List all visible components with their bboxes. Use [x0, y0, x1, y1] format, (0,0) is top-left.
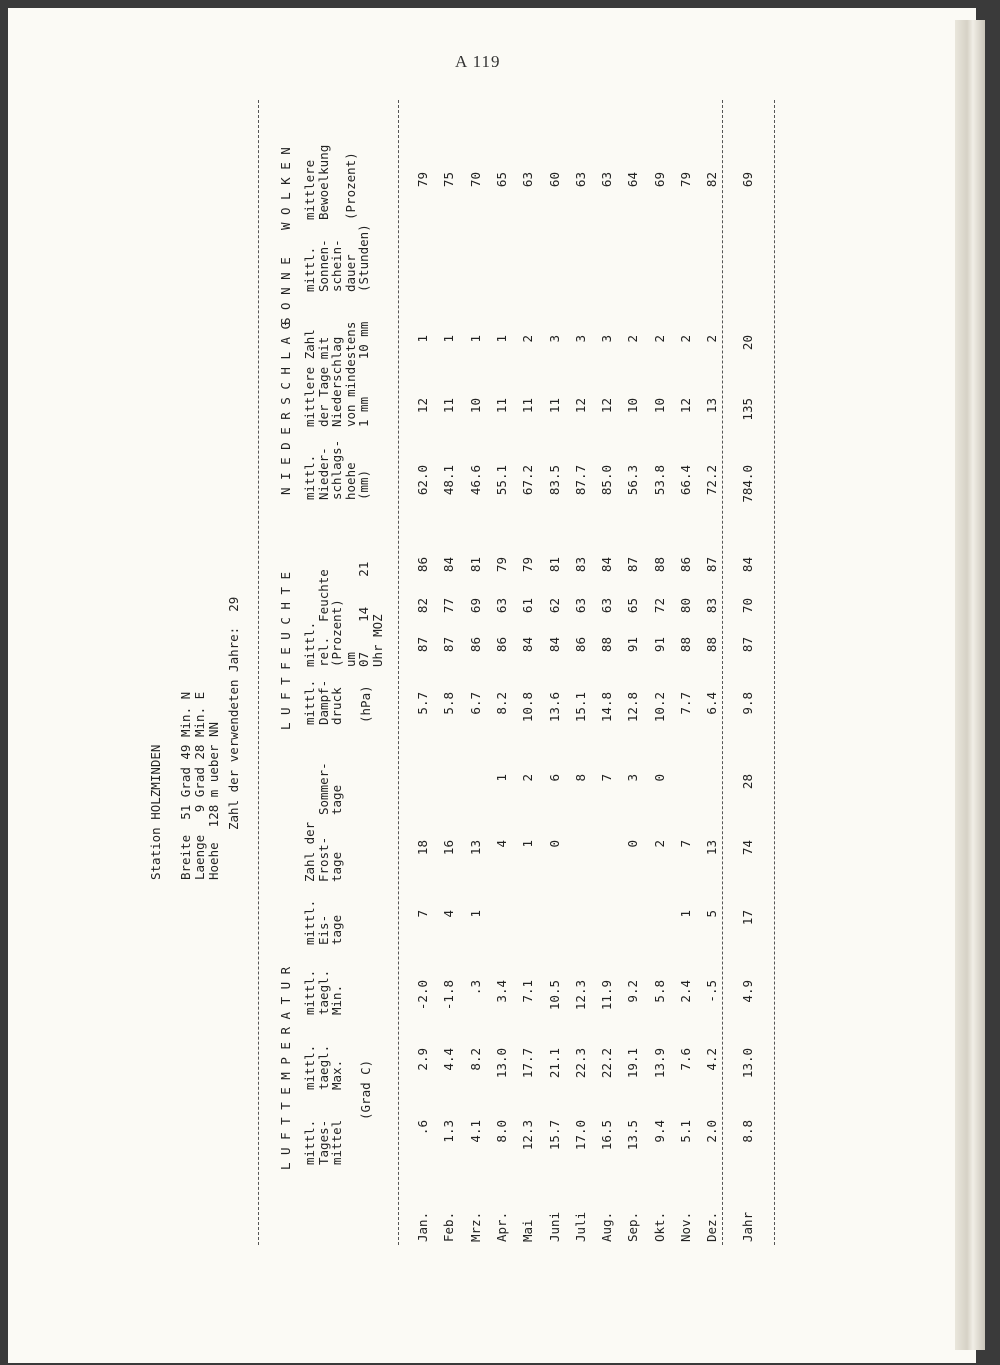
table-row-frost: 18 — [415, 840, 430, 856]
col-header: taegl. — [315, 1044, 331, 1090]
table-row-max: 21.1 — [546, 1048, 562, 1079]
table-row-n1: 11 — [493, 398, 509, 414]
table-row-f14: 63 — [572, 598, 588, 614]
table-row-wolk: 70 — [467, 172, 483, 188]
table-row-mit: 1.3 — [441, 1120, 457, 1143]
table-row-month: Juni — [546, 1211, 562, 1242]
col-header: schein- — [329, 239, 344, 292]
table-row-frost: 4 — [493, 840, 509, 848]
table-row-nied: 67.2 — [520, 465, 536, 496]
table-row-max: 13.9 — [651, 1048, 667, 1079]
table-row-n1: 10 — [651, 398, 667, 414]
table-row-n1: 12 — [415, 398, 430, 414]
col-header: hoehe — [342, 462, 358, 500]
table-row-n1: 11 — [520, 398, 536, 414]
table-row-n1: 11 — [441, 398, 457, 414]
col-header: mittl. — [302, 1044, 317, 1090]
table-row-year-som: 28 — [740, 774, 755, 790]
table-row-max: 17.7 — [520, 1048, 536, 1079]
header-rule-bottom — [398, 100, 399, 1245]
table-row-dampf: 13.6 — [546, 692, 562, 723]
table-row-f14: 62 — [546, 598, 562, 614]
col-header: Min. — [329, 984, 344, 1015]
header-rule-top — [258, 100, 259, 1245]
table-row-year-frost: 74 — [740, 840, 755, 856]
table-row-f07: 87 — [441, 637, 457, 653]
table-row-mit: 5.1 — [678, 1120, 693, 1143]
col-header: der Tage mit — [315, 336, 331, 427]
table-row-n10: 1 — [493, 335, 509, 343]
table-row-min: -.5 — [704, 980, 720, 1003]
table-row-dampf: 14.8 — [599, 692, 615, 723]
table-row-f07: 86 — [572, 637, 588, 653]
table-row-f07: 91 — [651, 637, 667, 653]
table-row-year-f21: 84 — [740, 557, 755, 573]
table-row-year-wolk: 69 — [740, 172, 755, 188]
table-row-nied: 83.5 — [546, 465, 562, 496]
col-header: schlags- — [329, 439, 344, 500]
year-rule-top — [722, 100, 723, 1245]
col-header: (mm) — [356, 469, 371, 500]
table-row-n1: 11 — [546, 398, 562, 414]
table-row-eis: 1 — [467, 910, 483, 918]
table-row-mit: 2.0 — [704, 1120, 720, 1143]
table-row-min: 12.3 — [572, 980, 588, 1011]
table-row-f07: 88 — [599, 637, 615, 653]
table-row-f07: 86 — [493, 637, 509, 653]
table-row-nied: 56.3 — [625, 465, 641, 496]
table-row-dampf: 6.7 — [467, 692, 483, 715]
table-row-f14: 65 — [625, 598, 641, 614]
table-row-wolk: 82 — [704, 172, 720, 188]
table-row-month: Juli — [572, 1211, 588, 1242]
table-row-n1: 12 — [572, 398, 588, 414]
table-row-month: Dez. — [704, 1211, 720, 1242]
col-header: mittl. — [302, 246, 317, 292]
table-row-max: 22.2 — [599, 1048, 615, 1079]
page-number: A 119 — [455, 52, 501, 71]
table-row-mit: 15.7 — [546, 1120, 562, 1151]
col-header: mittel — [329, 1119, 344, 1165]
col-header: (Prozent) — [342, 152, 358, 220]
col-header: 07 14 21 — [356, 561, 371, 667]
table-row-f21: 84 — [599, 557, 615, 573]
table-row-year-n1: 135 — [740, 398, 755, 421]
table-row-f07: 88 — [678, 637, 693, 653]
table-row-wolk: 63 — [599, 172, 615, 188]
col-header: Tages- — [315, 1119, 331, 1165]
table-row-nied: 48.1 — [441, 465, 457, 496]
table-row-month: Nov. — [678, 1211, 693, 1242]
col-header: Dampf- — [315, 679, 331, 725]
table-row-eis: 7 — [415, 910, 430, 918]
table-row-frost: 13 — [467, 840, 483, 856]
table-row-wolk: 63 — [520, 172, 536, 188]
table-row-mit: 17.0 — [572, 1120, 588, 1151]
col-header: Eis- — [315, 914, 331, 945]
table-row-som: 8 — [572, 774, 588, 782]
table-row-som: 0 — [651, 774, 667, 782]
table-row-year-mit: 8.8 — [740, 1120, 755, 1143]
table-row-frost: 16 — [441, 840, 457, 856]
table-row-max: 13.0 — [493, 1048, 509, 1079]
table-row-f21: 84 — [441, 557, 457, 573]
col-header: Sonnen- — [315, 239, 331, 292]
table-row-year-f14: 70 — [740, 598, 755, 614]
table-row-f21: 86 — [678, 557, 693, 573]
table-row-n10: 2 — [520, 335, 536, 343]
table-row-month: Mai — [520, 1219, 536, 1242]
table-row-nied: 62.0 — [415, 465, 430, 496]
col-header: (Prozent) — [329, 599, 344, 667]
table-row-min: 10.5 — [546, 980, 562, 1011]
table-row-dampf: 7.7 — [678, 692, 693, 715]
col-header: tage — [329, 851, 344, 882]
table-row-mit: 4.1 — [467, 1120, 483, 1143]
table-row-frost: 7 — [678, 840, 693, 848]
table-row-min: 11.9 — [599, 980, 615, 1011]
col-header: mittl. — [302, 899, 317, 945]
table-row-f07: 88 — [704, 637, 720, 653]
table-row-dampf: 12.8 — [625, 692, 641, 723]
table-row-frost: 2 — [651, 840, 667, 848]
table-row-max: 4.4 — [441, 1048, 457, 1071]
table-row-month: Okt. — [651, 1211, 667, 1242]
table-row-f21: 81 — [467, 557, 483, 573]
table-row-mit: 13.5 — [625, 1120, 641, 1151]
table-row-n10: 3 — [599, 335, 615, 343]
table-row-dampf: 8.2 — [493, 692, 509, 715]
table-row-year-dampf: 9.8 — [740, 692, 755, 715]
table-row-nied: 85.0 — [599, 465, 615, 496]
table-row-f07: 87 — [415, 637, 430, 653]
station-laenge: Laenge 9 Grad 28 Min. E — [192, 691, 207, 880]
table-row-nied: 46.6 — [467, 465, 483, 496]
table-row-month: Aug. — [599, 1211, 615, 1242]
table-row-eis: 1 — [678, 910, 693, 918]
table-row-n1: 12 — [599, 398, 615, 414]
table-row-dampf: 5.7 — [415, 692, 430, 715]
year-rule-bottom — [774, 100, 775, 1245]
table-row-n10: 2 — [625, 335, 641, 343]
col-header: Uhr MOZ — [369, 614, 385, 667]
table-row-n1: 10 — [625, 398, 641, 414]
table-row-frost: 0 — [625, 840, 641, 848]
table-row-f21: 87 — [704, 557, 720, 573]
table-row-eis: 5 — [704, 910, 720, 918]
table-row-month: Jan. — [415, 1211, 430, 1242]
table-row-f14: 83 — [704, 598, 720, 614]
table-row-frost: 1 — [520, 840, 536, 848]
group-lufttemperatur: L U F T T E M P E R A T U R — [278, 966, 293, 1170]
col-header: mittlere Zahl — [302, 329, 317, 427]
table-row-nied: 72.2 — [704, 465, 720, 496]
group-sonne: S O N N E — [278, 257, 293, 325]
table-row-dampf: 5.8 — [441, 692, 457, 715]
table-row-f21: 81 — [546, 557, 562, 573]
table-row-year-month: Jahr — [740, 1211, 755, 1242]
table-row-dampf: 10.8 — [520, 692, 536, 723]
table-row-f07: 91 — [625, 637, 641, 653]
table-row-mit: 9.4 — [651, 1120, 667, 1143]
table-row-wolk: 63 — [572, 172, 588, 188]
table-row-year-eis: 17 — [740, 910, 755, 926]
table-row-n10: 3 — [572, 335, 588, 343]
table-row-som: 1 — [493, 774, 509, 782]
table-row-f07: 84 — [520, 637, 536, 653]
col-header: rel. Feuchte — [315, 569, 331, 667]
col-header: Niederschlag — [329, 336, 344, 427]
unit-temp: (Grad C) — [358, 1059, 373, 1120]
table-row-wolk: 60 — [546, 172, 562, 188]
table-row-year-max: 13.0 — [740, 1048, 755, 1079]
table-row-f14: 82 — [415, 598, 430, 614]
table-row-min: 9.2 — [625, 980, 641, 1003]
table-row-year-f07: 87 — [740, 637, 755, 653]
rotated-climate-table — [120, 100, 800, 1270]
table-row-n10: 2 — [651, 335, 667, 343]
table-row-f14: 63 — [493, 598, 509, 614]
table-row-n10: 3 — [546, 335, 562, 343]
table-row-year-min: 4.9 — [740, 980, 755, 1003]
group-wolken: W O L K E N — [278, 147, 293, 230]
table-row-eis: 4 — [441, 910, 457, 918]
table-row-n1: 10 — [467, 398, 483, 414]
table-row-max: 22.3 — [572, 1048, 588, 1079]
table-row-min: -1.8 — [441, 980, 457, 1011]
table-row-frost: 0 — [546, 840, 562, 848]
col-header: dauer — [342, 254, 358, 292]
table-row-min: 7.1 — [520, 980, 536, 1003]
table-row-mit: 12.3 — [520, 1120, 536, 1151]
col-header: mittlere — [302, 159, 317, 220]
table-row-max: 8.2 — [467, 1048, 483, 1071]
table-row-f14: 77 — [441, 598, 457, 614]
table-row-wolk: 79 — [678, 172, 693, 188]
group-luftfeuchte: L U F T F E U C H T E — [278, 571, 293, 730]
col-header: Frost- — [315, 836, 331, 882]
table-row-f21: 83 — [572, 557, 588, 573]
col-header: tage — [329, 784, 344, 815]
table-row-min: -2.0 — [415, 980, 430, 1011]
table-row-mit: 8.0 — [493, 1120, 509, 1143]
table-row-mit: 16.5 — [599, 1120, 615, 1151]
table-row-f14: 63 — [599, 598, 615, 614]
table-row-n10: 1 — [467, 335, 483, 343]
table-row-min: 2.4 — [678, 980, 693, 1003]
table-row-max: 2.9 — [415, 1048, 430, 1071]
table-row-som: 6 — [546, 774, 562, 782]
col-header: tage — [329, 914, 344, 945]
table-row-f21: 86 — [415, 557, 430, 573]
table-row-mit: .6 — [415, 1120, 430, 1136]
group-niederschlag: N I E D E R S C H L A G — [278, 321, 293, 495]
col-header: mittl. — [302, 621, 317, 667]
table-row-wolk: 75 — [441, 172, 457, 188]
table-row-f21: 79 — [493, 557, 509, 573]
station-jahre: Zahl der verwendeten Jahre: 29 — [226, 596, 241, 830]
table-row-nied: 66.4 — [678, 465, 693, 496]
col-header: mittl. — [302, 969, 317, 1015]
col-header: (Stunden) — [356, 224, 371, 292]
table-row-max: 4.2 — [704, 1048, 720, 1071]
col-header: Bewoelkung — [315, 144, 331, 220]
table-row-wolk: 79 — [415, 172, 430, 188]
table-row-year-n10: 20 — [740, 335, 755, 351]
table-row-f07: 84 — [546, 637, 562, 653]
table-row-f07: 86 — [467, 637, 483, 653]
table-row-f14: 61 — [520, 598, 536, 614]
table-row-som: 7 — [599, 774, 615, 782]
col-header: Nieder- — [315, 447, 331, 500]
table-row-min: 5.8 — [651, 980, 667, 1003]
table-row-f14: 80 — [678, 598, 693, 614]
table-row-f21: 88 — [651, 557, 667, 573]
table-row-year-nied: 784.0 — [740, 465, 755, 503]
page-edge — [955, 20, 985, 1350]
table-row-som: 2 — [520, 774, 536, 782]
table-row-n10: 2 — [704, 335, 720, 343]
col-header: 1 mm 10 mm — [356, 321, 371, 427]
unit-dampf: (hPa) — [358, 685, 373, 723]
table-row-max: 7.6 — [678, 1048, 693, 1071]
table-row-min: 3.4 — [493, 980, 509, 1003]
table-row-nied: 53.8 — [651, 465, 667, 496]
table-row-min: .3 — [467, 980, 483, 996]
col-header: taegl. — [315, 969, 331, 1015]
table-row-dampf: 6.4 — [704, 692, 720, 715]
station-breite: Breite 51 Grad 49 Min. N — [178, 691, 193, 880]
col-header: mittl. — [302, 454, 317, 500]
col-header: Zahl der — [302, 821, 317, 882]
station-title: Station HOLZMINDEN — [148, 744, 163, 880]
table-row-f21: 87 — [625, 557, 641, 573]
table-row-max: 19.1 — [625, 1048, 641, 1079]
table-row-wolk: 69 — [651, 172, 667, 188]
table-row-wolk: 64 — [625, 172, 641, 188]
table-row-f14: 69 — [467, 598, 483, 614]
table-row-wolk: 65 — [493, 172, 509, 188]
table-row-dampf: 10.2 — [651, 692, 667, 723]
table-row-n10: 2 — [678, 335, 693, 343]
station-hoehe: Hoehe 128 m ueber NN — [206, 721, 221, 880]
col-header: Max. — [329, 1059, 344, 1090]
table-row-som: 3 — [625, 774, 641, 782]
col-header: um — [342, 651, 358, 667]
table-row-month: Sep. — [625, 1211, 641, 1242]
table-row-n1: 12 — [678, 398, 693, 414]
col-header: druck — [329, 687, 344, 725]
table-row-dampf: 15.1 — [572, 692, 588, 723]
table-row-month: Apr. — [493, 1211, 509, 1242]
table-row-n10: 1 — [415, 335, 430, 343]
table-row-nied: 55.1 — [493, 465, 509, 496]
table-row-nied: 87.7 — [572, 465, 588, 496]
table-row-month: Mrz. — [467, 1211, 483, 1242]
table-row-frost: 13 — [704, 840, 720, 856]
col-header: Sommer- — [315, 762, 331, 815]
table-row-f14: 72 — [651, 598, 667, 614]
table-row-month: Feb. — [441, 1211, 457, 1242]
col-header: mittl. — [302, 679, 317, 725]
col-header: mittl. — [302, 1119, 317, 1165]
table-row-n10: 1 — [441, 335, 457, 343]
table-row-n1: 13 — [704, 398, 720, 414]
table-row-f21: 79 — [520, 557, 536, 573]
col-header: von mindestens — [342, 321, 358, 427]
